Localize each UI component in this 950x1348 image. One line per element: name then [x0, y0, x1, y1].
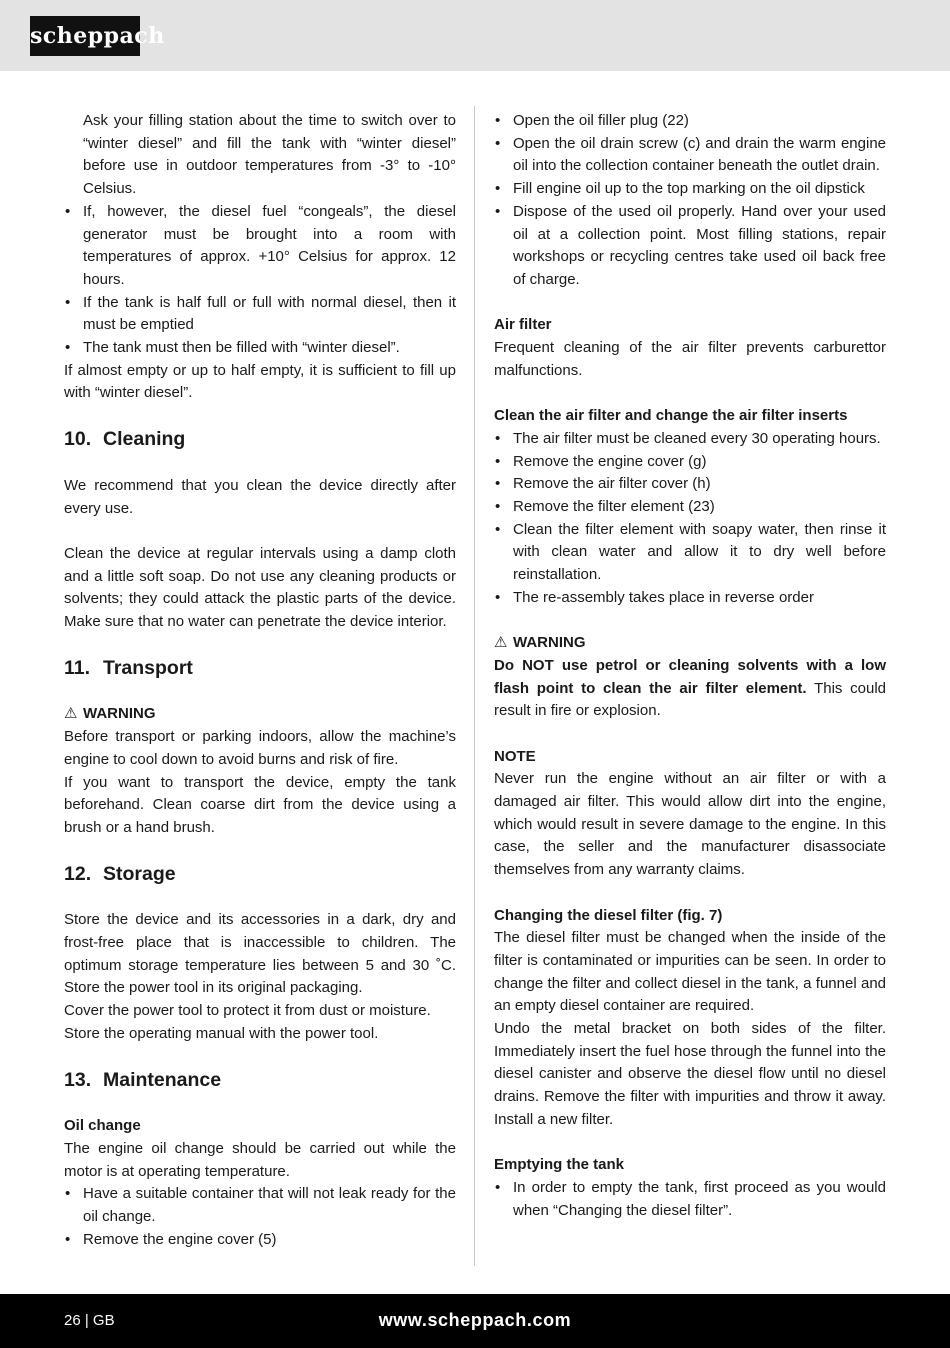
- list-item: • Remove the filter element (23): [494, 496, 886, 519]
- note-text: Never run the engine without an air filter or with a damaged air filter. This would allow dirt into the engine, which would result in severe damage to the engine. In this case, the seller and the manufacturer disassociate themselves from any warranty claims.: [494, 770, 886, 879]
- oil-change-heading: Oil change: [64, 1117, 141, 1135]
- section-heading-maintenance: 13. Maintenance: [64, 1068, 222, 1091]
- warning-icon: ⚠: [494, 634, 508, 652]
- list-item: • Remove the engine cover (5): [64, 1229, 456, 1252]
- list-item: • Dispose of the used oil properly. Hand over your used oil at a collection point. Most filling stations, repair workshops or recycling centres take used oil back free of charge.: [494, 201, 886, 292]
- transport-paragraph: If you want to transport the device, empty the tank beforehand. Clean coarse dirt from the device using a brush or a hand brush.: [64, 773, 456, 836]
- oil-change-list: [64, 1183, 456, 1251]
- list-item: • In order to empty the tank, first proceed as you would when “Changing the diesel filter”.: [494, 1177, 886, 1222]
- storage-paragraph: Store the operating manual with the power tool.: [64, 1024, 379, 1042]
- diesel-filter-paragraph: The diesel filter must be changed when the inside of the filter is contaminated or impurities can be seen. In order to change the filter and collect diesel in the tank, a funnel and an empty diesel container are required.: [494, 929, 886, 1015]
- footer-url: www.scheppach.com: [378, 1310, 572, 1330]
- list-item: • Open the oil filler plug (22): [494, 110, 886, 133]
- section-heading-cleaning: 10. Cleaning: [64, 428, 186, 451]
- air-filter-list: [494, 428, 886, 610]
- list-item: • If, however, the diesel fuel “congeals”, the diesel generator must be brought into a room with temperatures of approx. +10° Celsius for approx. 12 hours.: [64, 201, 456, 292]
- list-item: • The air filter must be cleaned every 30 operating hours.: [494, 428, 886, 451]
- cleaning-paragraph: Clean the device at regular intervals using a damp cloth and a little soft soap. Do not use any cleaning products or solvents; they could attack the plastic parts of the device. Make sure that no water can penetrate the device interior.: [64, 544, 456, 631]
- list-item: • Remove the engine cover (g): [494, 451, 886, 474]
- emptying-tank-list: [494, 1177, 886, 1222]
- air-filter-heading: Air filter: [494, 316, 552, 334]
- air-filter-warning-label: ⚠ WARNING: [494, 632, 886, 655]
- transport-warning-label: ⚠ WARNING: [64, 703, 456, 726]
- winter-diesel-note: If almost empty or up to half empty, it is sufficient to fill up with “winter diesel”.: [64, 361, 456, 402]
- right-column: [494, 110, 886, 1222]
- section-heading-transport: 11. Transport: [64, 656, 193, 679]
- transport-paragraph: Before transport or parking indoors, allow the machine’s engine to cool down to avoid burns and risk of fire.: [64, 728, 456, 768]
- winter-diesel-list: [64, 201, 456, 360]
- oil-change-list-continued: [494, 110, 886, 292]
- winter-diesel-intro: Ask your filling station about the time to switch over to “winter diesel” and fill the tank with “winter diesel” before use in outdoor temperatures from -3° to -10° Celsius.: [83, 112, 456, 198]
- diesel-filter-paragraph: Undo the metal bracket on both sides of the filter. Immediately insert the fuel hose through the funnel into the diesel canister and observe the diesel flow until no diesel drains. Remove the filter with impurities and throw it away. Install a new filter.: [494, 1020, 886, 1128]
- list-item: • The tank must then be filled with “winter diesel”.: [64, 337, 456, 360]
- air-filter-paragraph: Frequent cleaning of the air filter prevents carburettor malfunctions.: [494, 339, 886, 379]
- list-item: • Have a suitable container that will not leak ready for the oil change.: [64, 1183, 456, 1228]
- scheppach-logo: scheppach: [30, 16, 140, 56]
- page-number: 26 | GB: [64, 1312, 115, 1329]
- storage-paragraph: Store the device and its accessories in a dark, dry and frost-free place that is inaccessible to children. The optimum storage temperature lies between 5 and 30 ˚C. Store the power tool in its original packaging.: [64, 911, 456, 997]
- column-divider: [474, 106, 475, 1266]
- air-filter-warning-text: Do NOT use petrol or cleaning solvents with a low flash point to clean the air filter element. This could result in fire or explosion.: [494, 656, 887, 720]
- oil-change-intro: The engine oil change should be carried out while the motor is at operating temperature.: [64, 1140, 456, 1180]
- list-item: • Open the oil drain screw (c) and drain the warm engine oil into the collection container beneath the outlet drain.: [494, 133, 886, 178]
- list-item: • Fill engine oil up to the top marking on the oil dipstick: [494, 178, 886, 201]
- list-item: • If the tank is half full or full with normal diesel, then it must be emptied: [64, 292, 456, 337]
- diesel-filter-heading: Changing the diesel filter (fig. 7): [494, 906, 723, 924]
- list-item: • The re-assembly takes place in reverse order: [494, 587, 886, 610]
- warning-icon: ⚠: [64, 705, 78, 723]
- clean-air-filter-heading: Clean the air filter and change the air filter inserts: [494, 407, 848, 425]
- section-heading-storage: 12. Storage: [64, 862, 176, 885]
- note-label: NOTE: [494, 747, 536, 765]
- left-column: [64, 110, 456, 1252]
- emptying-tank-heading: Emptying the tank: [494, 1156, 625, 1174]
- page-footer: [0, 1294, 950, 1348]
- cleaning-paragraph: We recommend that you clean the device directly after every use.: [64, 476, 456, 517]
- storage-paragraph: Cover the power tool to protect it from dust or moisture.: [64, 1002, 431, 1020]
- list-item: • Remove the air filter cover (h): [494, 473, 886, 496]
- page-header: [0, 0, 950, 71]
- list-item: • Clean the filter element with soapy water, then rinse it with clean water and allow it to dry well before reinstallation.: [494, 519, 886, 587]
